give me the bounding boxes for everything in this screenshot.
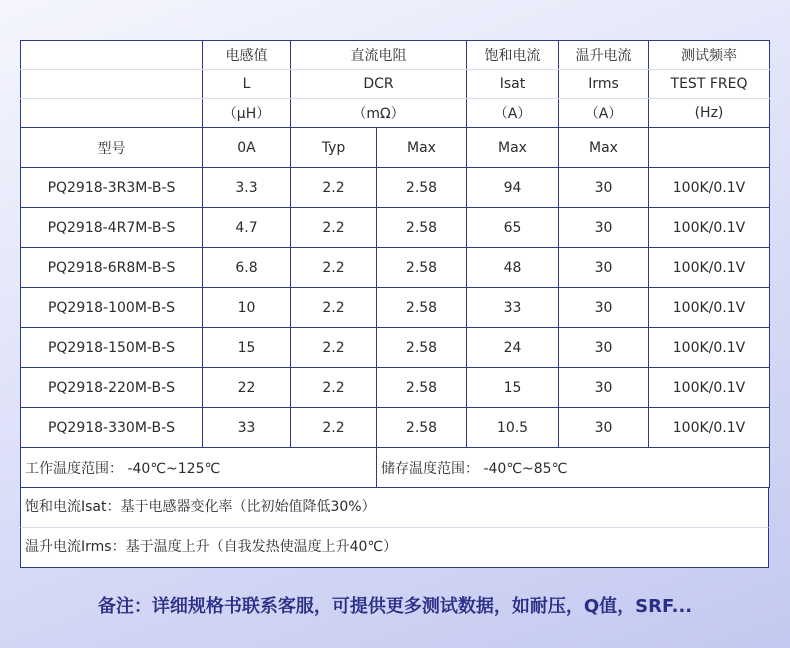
cell-freq: 100K/0.1V	[649, 328, 770, 368]
cell-inductance: 3.3	[203, 168, 291, 208]
cell-dcr-max: 2.58	[377, 368, 467, 408]
cell-irms: 30	[559, 408, 649, 448]
isat-note: 饱和电流Isat：基于电感器变化率（比初始值降低30%）	[20, 488, 769, 528]
header-inductance-unit: （μH）	[203, 99, 291, 128]
header-blank-cell	[21, 41, 203, 70]
cell-isat: 24	[467, 328, 559, 368]
header-irms-title: 温升电流	[559, 41, 649, 70]
cell-model: PQ2918-3R3M-B-S	[21, 168, 203, 208]
cell-isat: 48	[467, 248, 559, 288]
header-isat-unit: （A）	[467, 99, 559, 128]
header-isat-symbol: Isat	[467, 70, 559, 99]
table-row	[21, 328, 770, 368]
subheader-dcr-typ: Typ	[291, 128, 377, 168]
header-isat-title: 饱和电流	[467, 41, 559, 70]
header-dcr-title: 直流电阻	[291, 41, 467, 70]
subheader-model: 型号	[21, 128, 203, 168]
header-inductance-symbol: L	[203, 70, 291, 99]
operating-temperature-range: 工作温度范围： -40℃~125℃	[21, 448, 377, 488]
cell-dcr-typ: 2.2	[291, 328, 377, 368]
cell-freq: 100K/0.1V	[649, 288, 770, 328]
header-freq-unit: (Hz)	[649, 99, 770, 128]
subheader-dcr-max: Max	[377, 128, 467, 168]
header-blank-cell	[21, 70, 203, 99]
header-freq-symbol: TEST FREQ	[649, 70, 770, 99]
cell-irms: 30	[559, 368, 649, 408]
cell-inductance: 10	[203, 288, 291, 328]
table-row	[21, 168, 770, 208]
footer-remark: 备注：详细规格书联系客服，可提供更多测试数据，如耐压，Q值，SRF...	[97, 596, 693, 617]
cell-dcr-max: 2.58	[377, 328, 467, 368]
cell-dcr-max: 2.58	[377, 288, 467, 328]
storage-temperature-range: 储存温度范围： -40℃~85℃	[377, 448, 770, 488]
subheader-isat: Max	[467, 128, 559, 168]
table-row	[21, 208, 770, 248]
cell-dcr-typ: 2.2	[291, 168, 377, 208]
cell-dcr-typ: 2.2	[291, 408, 377, 448]
table-row	[21, 408, 770, 448]
temperature-range-row	[21, 448, 770, 488]
cell-freq: 100K/0.1V	[649, 408, 770, 448]
header-irms-unit: （A）	[559, 99, 649, 128]
cell-model: PQ2918-220M-B-S	[21, 368, 203, 408]
header-row-title	[21, 41, 770, 70]
cell-freq: 100K/0.1V	[649, 368, 770, 408]
table-row	[21, 248, 770, 288]
cell-inductance: 15	[203, 328, 291, 368]
cell-irms: 30	[559, 328, 649, 368]
cell-isat: 65	[467, 208, 559, 248]
cell-dcr-typ: 2.2	[291, 248, 377, 288]
cell-inductance: 6.8	[203, 248, 291, 288]
cell-dcr-typ: 2.2	[291, 208, 377, 248]
spec-table	[20, 40, 770, 488]
cell-dcr-max: 2.58	[377, 168, 467, 208]
cell-freq: 100K/0.1V	[649, 208, 770, 248]
cell-irms: 30	[559, 248, 649, 288]
header-irms-symbol: Irms	[559, 70, 649, 99]
cell-isat: 94	[467, 168, 559, 208]
cell-isat: 15	[467, 368, 559, 408]
header-row-unit	[21, 99, 770, 128]
cell-inductance: 22	[203, 368, 291, 408]
cell-model: PQ2918-6R8M-B-S	[21, 248, 203, 288]
cell-dcr-max: 2.58	[377, 248, 467, 288]
header-dcr-symbol: DCR	[291, 70, 467, 99]
cell-model: PQ2918-100M-B-S	[21, 288, 203, 328]
cell-dcr-max: 2.58	[377, 408, 467, 448]
table-row	[21, 368, 770, 408]
header-dcr-unit: （mΩ）	[291, 99, 467, 128]
cell-inductance: 33	[203, 408, 291, 448]
cell-dcr-typ: 2.2	[291, 368, 377, 408]
cell-freq: 100K/0.1V	[649, 168, 770, 208]
cell-isat: 33	[467, 288, 559, 328]
header-row-symbol	[21, 70, 770, 99]
cell-model: PQ2918-4R7M-B-S	[21, 208, 203, 248]
subheader-inductance: 0A	[203, 128, 291, 168]
header-inductance-title: 电感值	[203, 41, 291, 70]
cell-model: PQ2918-150M-B-S	[21, 328, 203, 368]
spec-sheet	[20, 40, 769, 568]
subheader-freq-blank	[649, 128, 770, 168]
cell-dcr-typ: 2.2	[291, 288, 377, 328]
table-row	[21, 288, 770, 328]
cell-irms: 30	[559, 168, 649, 208]
cell-model: PQ2918-330M-B-S	[21, 408, 203, 448]
cell-irms: 30	[559, 288, 649, 328]
header-freq-title: 测试频率	[649, 41, 770, 70]
irms-note: 温升电流Irms：基于温度上升（自我发热使温度上升40℃）	[20, 528, 769, 568]
cell-dcr-max: 2.58	[377, 208, 467, 248]
cell-irms: 30	[559, 208, 649, 248]
cell-isat: 10.5	[467, 408, 559, 448]
subheader-irms: Max	[559, 128, 649, 168]
cell-freq: 100K/0.1V	[649, 248, 770, 288]
header-blank-cell	[21, 99, 203, 128]
cell-inductance: 4.7	[203, 208, 291, 248]
subheader-row	[21, 128, 770, 168]
